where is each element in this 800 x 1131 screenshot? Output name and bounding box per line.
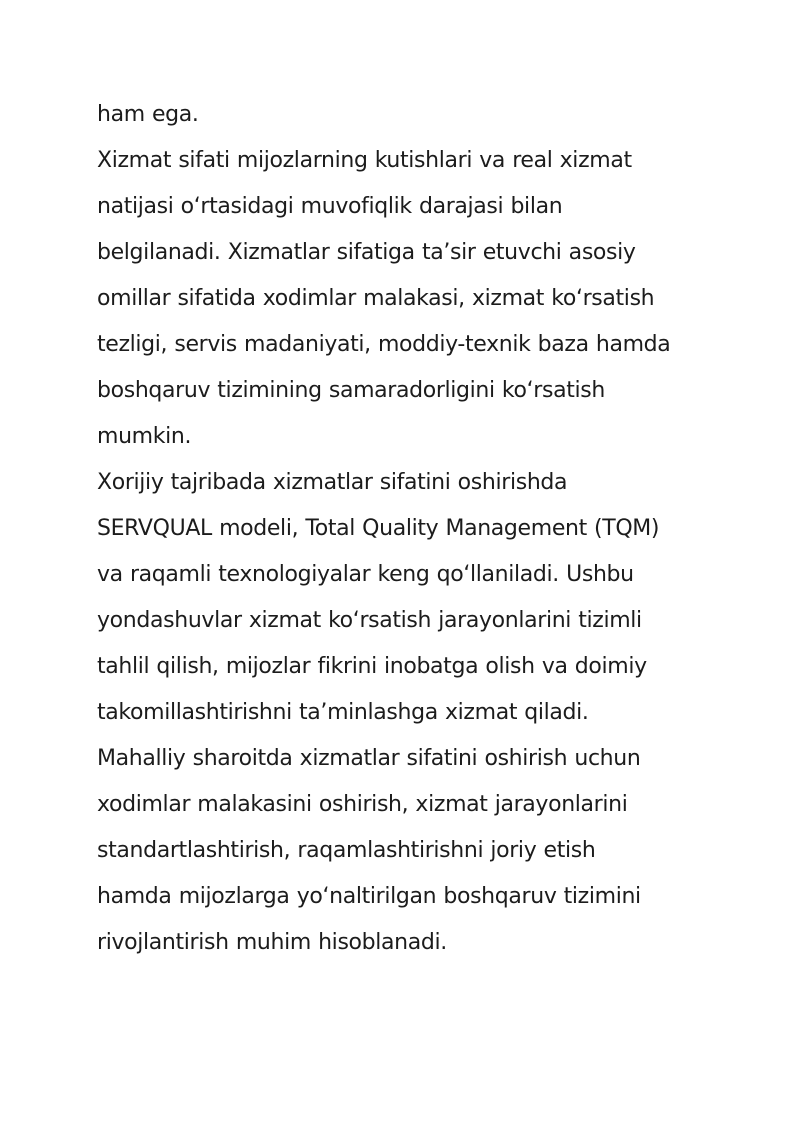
document-page bbox=[97, 92, 712, 966]
text-line: xodimlar malakasini oshirish, xizmat jarayonlarini bbox=[97, 792, 628, 817]
text-line: rivojlantirish muhim hisoblanadi. bbox=[97, 930, 447, 955]
text-line: tezligi, servis madaniyati, moddiy-texnik baza hamda bbox=[97, 332, 671, 357]
text-line: Xizmat sifati mijozlarning kutishlari va real xizmat bbox=[97, 148, 632, 173]
paragraph-foreign-experience bbox=[97, 460, 712, 736]
text-line: Mahalliy sharoitda xizmatlar sifatini oshirish uchun bbox=[97, 746, 641, 771]
text-line: takomillashtirishni ta’minlashga xizmat qiladi. bbox=[97, 700, 589, 725]
text-line: yondashuvlar xizmat ko‘rsatish jarayonlarini tizimli bbox=[97, 608, 642, 633]
paragraph-service-quality-definition bbox=[97, 138, 712, 460]
text-line: va raqamli texnologiyalar keng qo‘llaniladi. Ushbu bbox=[97, 562, 634, 587]
text-line: omillar sifatida xodimlar malakasi, xizmat ko‘rsatish bbox=[97, 286, 655, 311]
text-line: tahlil qilish, mijozlar fikrini inobatga olish va doimiy bbox=[97, 654, 647, 679]
paragraph-continuation bbox=[97, 92, 712, 138]
text-line: hamda mijozlarga yo‘naltirilgan boshqaruv tizimini bbox=[97, 884, 641, 909]
text-line: boshqaruv tizimining samaradorligini ko‘rsatish bbox=[97, 378, 605, 403]
paragraph-local-conditions bbox=[97, 736, 712, 966]
text-line: belgilanadi. Xizmatlar sifatiga ta’sir etuvchi asosiy bbox=[97, 240, 636, 265]
text-line: Xorijiy tajribada xizmatlar sifatini oshirishda bbox=[97, 470, 568, 495]
text-line: ham ega. bbox=[97, 102, 199, 127]
text-line: SERVQUAL modeli, Total Quality Management (TQM) bbox=[97, 516, 660, 541]
text-line: mumkin. bbox=[97, 424, 192, 449]
text-line: natijasi o‘rtasidagi muvofiqlik darajasi bilan bbox=[97, 194, 563, 219]
text-line: standartlashtirish, raqamlashtirishni joriy etish bbox=[97, 838, 596, 863]
